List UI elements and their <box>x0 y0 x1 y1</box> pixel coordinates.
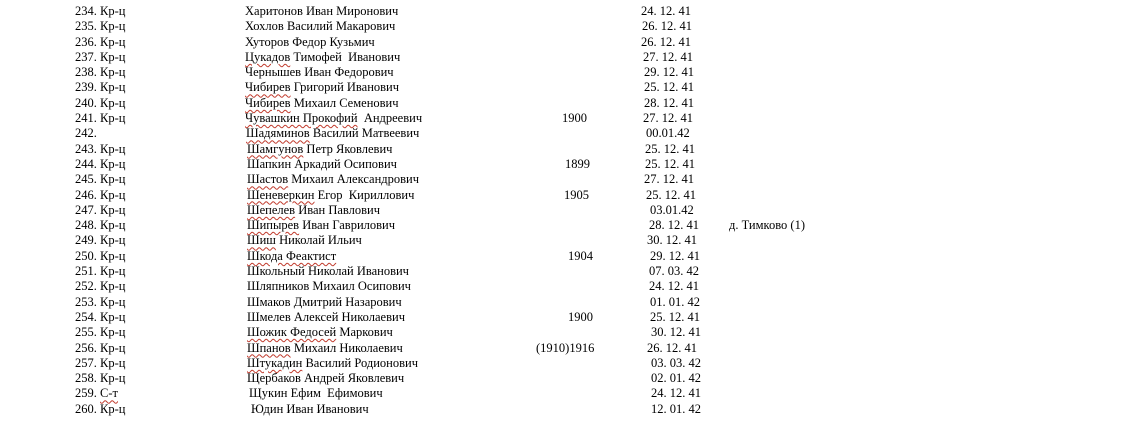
given-names: Ефим Ефимович <box>287 386 383 401</box>
entry-number: 242. <box>75 126 97 141</box>
entry-number: 241. <box>75 111 97 126</box>
list-item <box>0 19 1122 34</box>
surname: Шкода Феактист <box>247 248 337 263</box>
full-name <box>245 80 399 95</box>
rank: Кр-ц <box>100 264 126 279</box>
list-item <box>0 341 1122 356</box>
rank: Кр-ц <box>100 279 126 294</box>
list-item <box>0 203 1122 218</box>
full-name <box>247 279 411 294</box>
entry-number: 239. <box>75 80 97 95</box>
date: 26. 12. 41 <box>642 19 692 34</box>
list-item <box>0 126 1122 141</box>
date: 27. 12. 41 <box>643 111 693 126</box>
list-item <box>0 325 1122 340</box>
surname: Харитонов <box>245 4 303 18</box>
entry-number: 237. <box>75 49 97 64</box>
date: 25. 12. 41 <box>646 187 696 202</box>
surname: Шамгунов <box>247 141 304 156</box>
list-item <box>0 65 1122 80</box>
given-names: Иван Павлович <box>295 202 381 217</box>
given-names: Григорий Иванович <box>290 80 400 95</box>
note: д. Тимково (1) <box>729 218 805 233</box>
entry-number: 248. <box>75 218 97 233</box>
list-item <box>0 279 1122 294</box>
list-item <box>0 157 1122 172</box>
birth-year: 1905 <box>564 187 589 202</box>
full-name <box>247 218 395 233</box>
list-item <box>0 402 1122 417</box>
full-name <box>247 157 397 172</box>
full-name <box>247 325 393 340</box>
full-name <box>245 4 398 19</box>
rank: С-т <box>100 386 118 401</box>
rank: Кр-ц <box>100 95 126 110</box>
entry-number: 259. <box>75 386 97 401</box>
full-name <box>247 203 380 218</box>
birth-year: (1910)1916 <box>536 340 595 355</box>
rank: Кр-ц <box>100 233 126 248</box>
rank: Кр-ц <box>100 19 126 34</box>
full-name <box>246 126 419 141</box>
given-names: Василий Родионович <box>302 355 418 370</box>
list-item <box>0 356 1122 371</box>
surname: Шадяминов <box>246 126 310 141</box>
date: 00.01.42 <box>646 126 690 141</box>
surname: Шиш <box>247 233 276 248</box>
full-name <box>245 35 375 50</box>
date: 25. 12. 41 <box>644 80 694 95</box>
full-name <box>247 172 419 187</box>
date: 03. 03. 42 <box>651 355 701 370</box>
surname: Шеневеркин <box>247 187 315 202</box>
full-name <box>245 50 400 65</box>
rank: Кр-ц <box>100 34 126 49</box>
surname: Шмаков <box>247 294 291 309</box>
date: 27. 12. 41 <box>643 49 693 64</box>
surname: Чибирев <box>245 95 291 110</box>
given-names: Михаил Александрович <box>288 172 420 187</box>
entry-number: 245. <box>75 172 97 187</box>
rank: Кр-ц <box>100 65 126 80</box>
list-item <box>0 295 1122 310</box>
rank: Кр-ц <box>100 371 126 386</box>
given-names: Иван Иванович <box>283 401 369 416</box>
surname: Юдин <box>251 401 284 416</box>
list-item <box>0 142 1122 157</box>
list-item <box>0 233 1122 248</box>
given-names: Егор Кириллович <box>314 187 415 202</box>
entry-number: 256. <box>75 340 97 355</box>
entry-number: 250. <box>75 248 97 263</box>
surname: Чибирев <box>245 80 291 95</box>
surname: Хуторов <box>245 34 290 49</box>
surname: Хохлов <box>245 19 284 34</box>
entry-number: 254. <box>75 309 97 324</box>
given-names: Василий Макарович <box>283 19 396 34</box>
surname: Шипырев <box>247 218 300 233</box>
list-item <box>0 371 1122 386</box>
full-name <box>247 371 404 386</box>
date: 12. 01. 42 <box>651 401 701 416</box>
surname: Штукадин <box>247 355 303 370</box>
list-item <box>0 96 1122 111</box>
rank: Кр-ц <box>100 202 126 217</box>
date: 24. 12. 41 <box>649 279 699 294</box>
given-names: Василий Матвеевич <box>309 126 420 141</box>
full-name <box>247 310 405 325</box>
given-names: Николай Ильич <box>275 233 362 248</box>
date: 29. 12. 41 <box>650 248 700 263</box>
surname: Шапкин <box>247 156 292 171</box>
rank: Кр-ц <box>100 401 126 416</box>
given-names: Алексей Николаевич <box>290 309 405 324</box>
rank: Кр-ц <box>100 156 126 171</box>
date: 28. 12. 41 <box>649 218 699 233</box>
date: 24. 12. 41 <box>641 4 691 18</box>
given-names: Михаил Николаевич <box>290 340 403 355</box>
date: 26. 12. 41 <box>641 34 691 49</box>
full-name <box>247 142 392 157</box>
entry-number: 258. <box>75 371 97 386</box>
full-name <box>247 249 336 264</box>
given-names: Михаил Осипович <box>309 279 411 294</box>
given-names: Иван Федорович <box>301 65 394 80</box>
surname: Щукин <box>249 386 288 401</box>
given-names: Аркадий Осипович <box>291 156 397 171</box>
rank: Кр-ц <box>100 4 126 18</box>
full-name <box>245 65 394 80</box>
entry-number: 240. <box>75 95 97 110</box>
entry-number: 236. <box>75 34 97 49</box>
birth-year: 1900 <box>568 309 593 324</box>
given-names: Андрей Яковлевич <box>300 371 405 386</box>
given-names: Николай Иванович <box>304 264 409 279</box>
date: 07. 03. 42 <box>649 264 699 279</box>
surname: Цукадов <box>245 49 291 64</box>
given-names: Тимофей Иванович <box>290 49 401 64</box>
list-item <box>0 80 1122 95</box>
rank: Кр-ц <box>100 111 126 126</box>
entry-number: 247. <box>75 202 97 217</box>
surname: Шпанов <box>247 340 291 355</box>
date: 24. 12. 41 <box>651 386 701 401</box>
rank: Кр-ц <box>100 80 126 95</box>
full-name <box>247 188 414 203</box>
rank: Кр-ц <box>100 355 126 370</box>
document-page <box>0 4 1122 417</box>
rank: Кр-ц <box>100 340 126 355</box>
full-name <box>247 264 409 279</box>
entry-number: 234. <box>75 4 97 18</box>
date: 25. 12. 41 <box>645 156 695 171</box>
date: 25. 12. 41 <box>645 141 695 156</box>
given-names: Петр Яковлевич <box>303 141 393 156</box>
rank: Кр-ц <box>100 325 126 340</box>
birth-year: 1899 <box>565 156 590 171</box>
surname: Шмелев <box>247 309 291 324</box>
entry-number: 253. <box>75 294 97 309</box>
rank: Кр-ц <box>100 309 126 324</box>
full-name <box>247 356 418 371</box>
surname: Чернышев <box>245 65 302 80</box>
full-name <box>251 402 369 417</box>
surname: Шожик Федосей <box>247 325 337 340</box>
date: 01. 01. 42 <box>650 294 700 309</box>
surname: Шастов <box>247 172 289 187</box>
list-item <box>0 264 1122 279</box>
date: 30. 12. 41 <box>647 233 697 248</box>
surname: Шепелев <box>247 202 296 217</box>
date: 27. 12. 41 <box>644 172 694 187</box>
entry-number: 251. <box>75 264 97 279</box>
date: 29. 12. 41 <box>644 65 694 80</box>
entry-number: 243. <box>75 141 97 156</box>
full-name <box>245 111 422 126</box>
date: 30. 12. 41 <box>651 325 701 340</box>
list-item <box>0 4 1122 19</box>
given-names: Андреевич <box>357 111 423 126</box>
entry-number: 235. <box>75 19 97 34</box>
full-name <box>249 386 383 401</box>
entry-number: 246. <box>75 187 97 202</box>
list-item <box>0 35 1122 50</box>
rank: Кр-ц <box>100 218 126 233</box>
surname: Школьный <box>247 264 305 279</box>
rank: Кр-ц <box>100 294 126 309</box>
given-names: Иван Гаврилович <box>299 218 396 233</box>
entry-number: 257. <box>75 355 97 370</box>
list-item <box>0 111 1122 126</box>
entry-number: 252. <box>75 279 97 294</box>
full-name <box>245 96 399 111</box>
entry-number: 255. <box>75 325 97 340</box>
list-item <box>0 218 1122 233</box>
list-item <box>0 310 1122 325</box>
full-name <box>247 341 403 356</box>
given-names: Федор Кузьмич <box>289 34 375 49</box>
given-names: Дмитрий Назарович <box>290 294 402 309</box>
date: 03.01.42 <box>650 202 694 217</box>
given-names: Иван Миронович <box>302 4 399 18</box>
rank: Кр-ц <box>100 187 126 202</box>
list-item <box>0 50 1122 65</box>
list-item <box>0 172 1122 187</box>
entry-number: 249. <box>75 233 97 248</box>
date: 25. 12. 41 <box>650 309 700 324</box>
surname: Щербаков <box>247 371 301 386</box>
rank: Кр-ц <box>100 141 126 156</box>
entry-number: 244. <box>75 156 97 171</box>
surname: Шляпников <box>247 279 310 294</box>
date: 02. 01. 42 <box>651 371 701 386</box>
rank: Кр-ц <box>100 248 126 263</box>
full-name <box>247 295 402 310</box>
surname: Чувашкин Прокофий <box>245 111 358 126</box>
entry-number: 238. <box>75 65 97 80</box>
entry-number: 260. <box>75 401 97 416</box>
given-names: Михаил Семенович <box>290 95 399 110</box>
list-item <box>0 188 1122 203</box>
rank: Кр-ц <box>100 172 126 187</box>
birth-year: 1900 <box>562 111 587 126</box>
date: 28. 12. 41 <box>644 95 694 110</box>
full-name <box>245 19 395 34</box>
full-name <box>247 233 362 248</box>
given-names: Маркович <box>336 325 393 340</box>
rank: Кр-ц <box>100 49 126 64</box>
birth-year: 1904 <box>568 248 593 263</box>
date: 26. 12. 41 <box>647 340 697 355</box>
list-item <box>0 386 1122 401</box>
list-item <box>0 249 1122 264</box>
